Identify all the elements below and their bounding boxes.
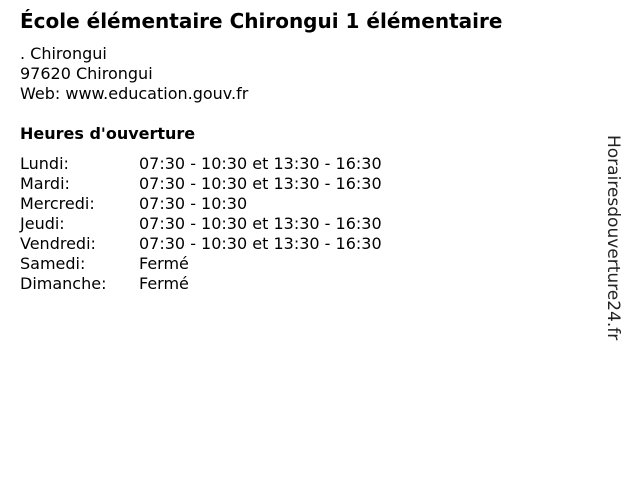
day-label: Samedi:: [20, 254, 86, 273]
day-label: Jeudi:: [20, 214, 65, 233]
site-watermark: Horairesdouverture24.fr: [603, 135, 623, 341]
hours-table: [20, 154, 382, 294]
hours-value: 07:30 - 10:30 et 13:30 - 16:30: [139, 234, 382, 253]
day-label: Vendredi:: [20, 234, 96, 253]
hours-value: 07:30 - 10:30: [139, 194, 248, 213]
page-title: École élémentaire Chirongui 1 élémentaire: [20, 9, 503, 33]
day-label: Lundi:: [20, 154, 69, 173]
day-label: Dimanche:: [20, 274, 107, 293]
hours-row-sunday: [20, 274, 382, 294]
hours-heading: Heures d'ouverture: [20, 124, 196, 143]
address-web: Web: www.education.gouv.fr: [20, 84, 249, 103]
address-street: . Chirongui: [20, 44, 107, 63]
hours-value: Fermé: [139, 254, 189, 273]
hours-row-wednesday: [20, 194, 382, 214]
hours-row-friday: [20, 234, 382, 254]
hours-row-saturday: [20, 254, 382, 274]
address-city: 97620 Chirongui: [20, 64, 153, 83]
day-label: Mardi:: [20, 174, 70, 193]
address-block: [20, 44, 248, 104]
hours-row-tuesday: [20, 174, 382, 194]
hours-value: 07:30 - 10:30 et 13:30 - 16:30: [139, 154, 382, 173]
hours-value: 07:30 - 10:30 et 13:30 - 16:30: [139, 174, 382, 193]
day-label: Mercredi:: [20, 194, 95, 213]
hours-row-monday: [20, 154, 382, 174]
hours-value: Fermé: [139, 274, 189, 293]
hours-value: 07:30 - 10:30 et 13:30 - 16:30: [139, 214, 382, 233]
hours-row-thursday: [20, 214, 382, 234]
